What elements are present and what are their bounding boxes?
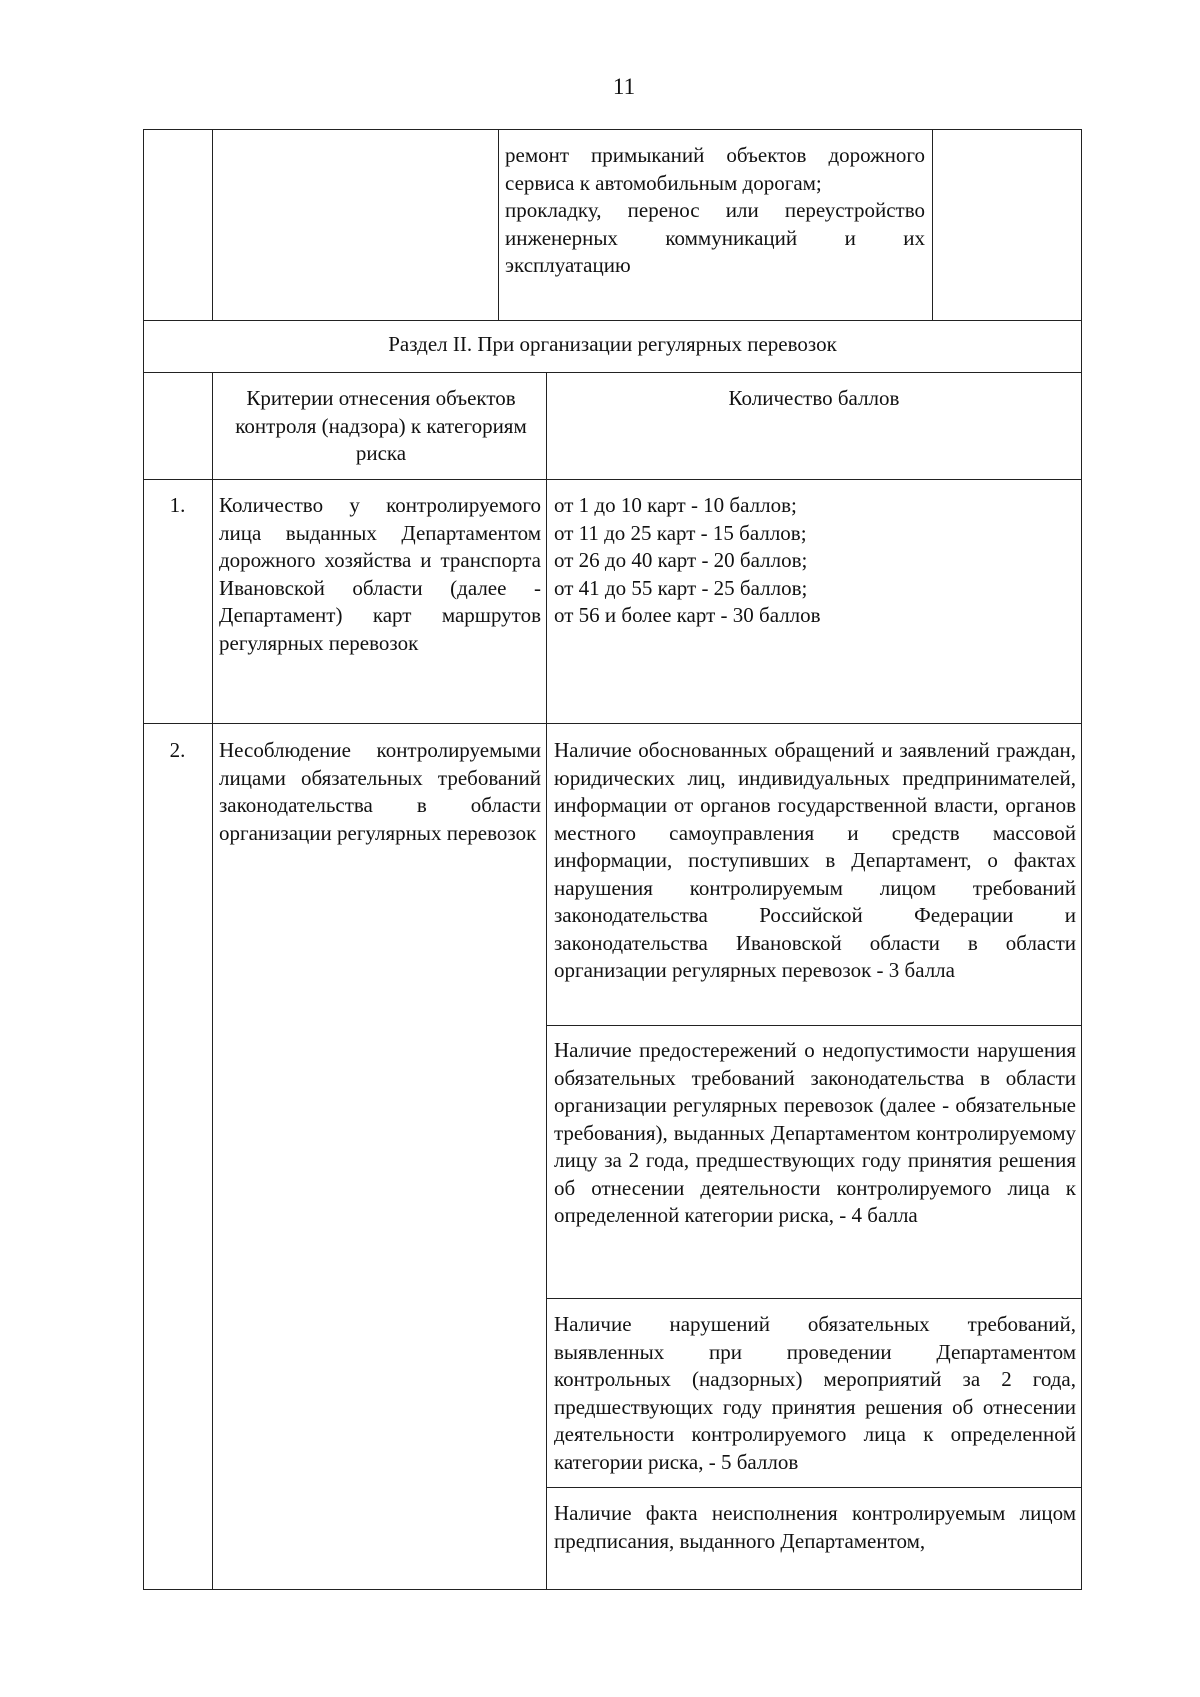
points-line: от 26 до 40 карт - 20 баллов;	[554, 548, 808, 572]
row-criterion: Количество у контролируемого лица выданных Департаментом дорожного хозяйства и транспорта Ивановской области (далее - Департамент) карт маршрутов регулярных перевозок	[219, 493, 541, 655]
continuation-line: ремонт примыканий объектов дорожного сервиса к автомобильным дорогам;	[505, 143, 925, 195]
divider	[212, 129, 213, 320]
divider	[546, 1025, 1082, 1026]
divider	[143, 320, 1082, 321]
points-line: от 41 до 55 карт - 25 баллов;	[554, 575, 808, 600]
header-points: Количество баллов	[728, 386, 900, 410]
divider	[546, 1487, 1082, 1488]
divider	[546, 372, 547, 1590]
continuation-text	[505, 142, 925, 280]
header-criteria: Критерии отнесения объектов контроля (надзора) к категориям риска	[235, 386, 527, 465]
points-line: от 1 до 10 карт - 10 баллов;	[554, 493, 797, 517]
points-line: от 11 до 25 карт - 15 баллов;	[554, 520, 807, 545]
divider	[143, 723, 1082, 724]
points-item: Наличие факта неисполнения контролируемым лицом предписания, выданного Департаментом,	[554, 1501, 1076, 1553]
row-points	[554, 492, 1076, 630]
divider	[932, 129, 933, 320]
page-number: 11	[612, 74, 636, 99]
divider	[212, 372, 213, 1590]
divider	[546, 1298, 1082, 1299]
row-number: 2.	[169, 738, 186, 762]
section-title: Раздел II. При организации регулярных перевозок	[388, 332, 837, 356]
points-item: Наличие обоснованных обращений и заявлений граждан, юридических лиц, индивидуальных предпринимателей, информации от органов государственной власти, органов местного самоуправления и средств массовой информации, поступивших в Департамент, о фактах нарушения контролируемым лицом требований законодательства Российской Федерации и законодательства Ивановской области в области организации регулярных перевозок - 3 балла	[554, 738, 1076, 982]
row-criterion: Несоблюдение контролируемыми лицами обязательных требований законодательства в области организации регулярных перевозок	[219, 738, 541, 845]
divider	[143, 372, 1082, 373]
divider	[143, 479, 1082, 480]
points-item: Наличие нарушений обязательных требований, выявленных при проведении Департаментом контрольных (надзорных) мероприятий за 2 года, предшествующих году принятия решения об отнесении деятельности контролируемого лица к определенной категории риска, - 5 баллов	[554, 1312, 1076, 1474]
row-number: 1.	[169, 493, 186, 517]
divider	[498, 129, 499, 320]
points-item: Наличие предостережений о недопустимости нарушения обязательных требований законодательства в области организации регулярных перевозок (далее - обязательные требования), выданных Департаментом контролируемому лицу за 2 года, предшествующих году принятия решения об отнесении деятельности контролируемого лица к определенной категории риска, - 4 балла	[554, 1038, 1076, 1227]
points-line: от 56 и более карт - 30 баллов	[554, 603, 821, 627]
continuation-line: прокладку, перенос или переустройство инженерных коммуникаций и их эксплуатацию	[505, 198, 925, 277]
